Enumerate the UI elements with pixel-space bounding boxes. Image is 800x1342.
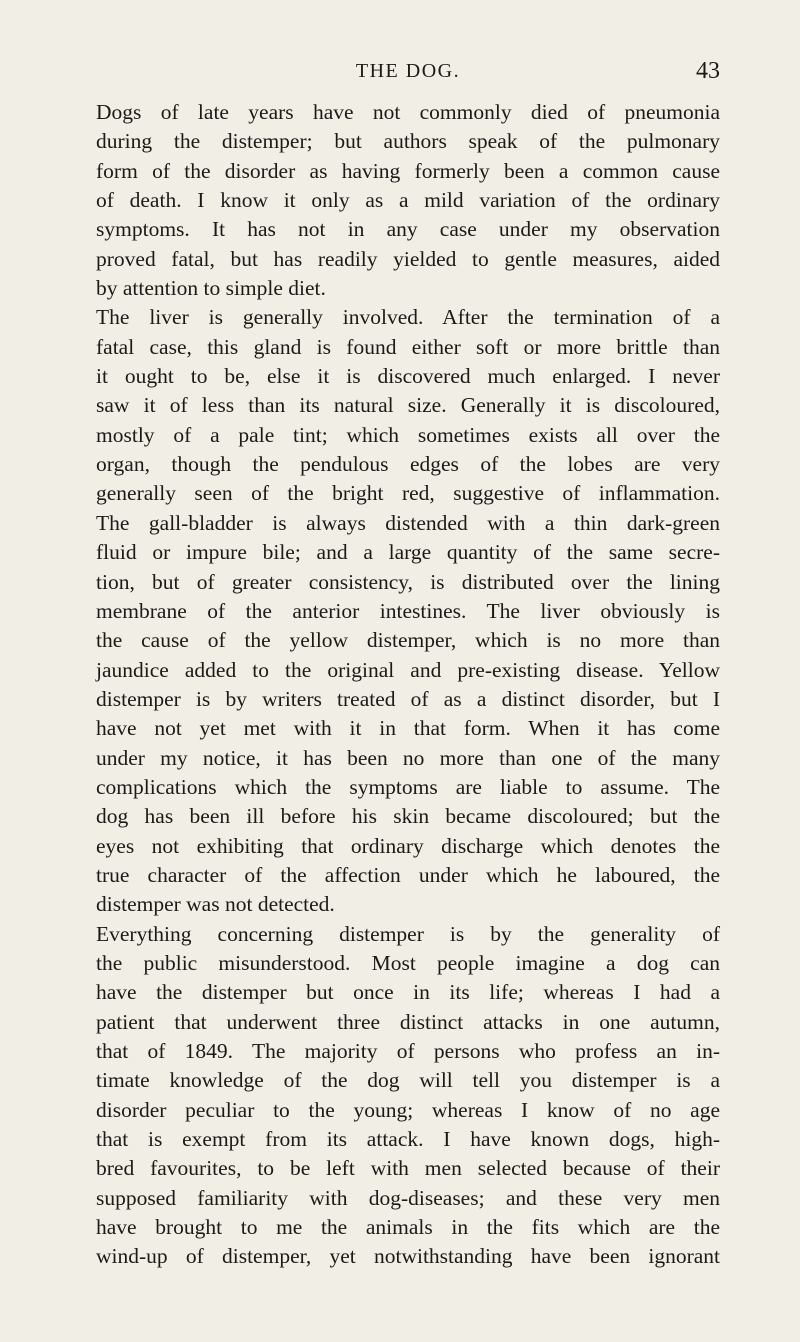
text-line: of death. I know it only as a mild variation of the ordinary [96,188,720,213]
body-text [96,98,720,1272]
text-line: during the distemper; but authors speak of the pulmonary [96,129,720,154]
text-line: fluid or impure bile; and a large quantity of the same secre- [96,540,720,565]
text-line: proved fatal, but has readily yielded to gentle measures, aided [96,246,720,271]
text-line: that is exempt from its attack. I have known dogs, high- [96,1127,720,1152]
text-line: saw it of less than its natural size. Generally it is discoloured, [96,393,720,418]
text-line: mostly of a pale tint; which sometimes exists all over the [96,422,720,447]
text-line: eyes not exhibiting that ordinary discharge which denotes the [96,833,720,858]
text-line: have brought to me the animals in the fits which are the [96,1215,720,1240]
text-line: generally seen of the bright red, suggestive of inflammation. [96,481,720,506]
text-line: distemper was not detected. [96,892,335,917]
text-line: dog has been ill before his skin became discoloured; but the [96,804,720,829]
text-line: under my notice, it has been no more than one of the many [96,745,720,770]
text-line: complications which the symptoms are liable to assume. The [96,774,720,799]
text-line: have the distemper but once in its life; whereas I had a [96,980,720,1005]
text-line: Everything concerning distemper is by the generality of [96,921,720,946]
text-line: jaundice added to the original and pre-existing disease. Yellow [96,657,720,682]
text-line: membrane of the anterior intestines. The liver obviously is [96,598,720,623]
text-line: wind-up of distemper, yet notwithstanding have been ignorant [96,1244,720,1269]
text-line: disorder peculiar to the young; whereas I know of no age [96,1097,720,1122]
text-line: distemper is by writers treated of as a distinct disorder, but I [96,686,720,711]
text-line: form of the disorder as having formerly been a common cause [96,158,720,183]
page-number: 43 [696,58,720,84]
text-line: supposed familiarity with dog-diseases; and these very men [96,1185,720,1210]
text-line: true character of the affection under which he laboured, the [96,862,720,887]
page-header [96,58,720,88]
text-line: have not yet met with it in that form. When it has come [96,716,720,741]
running-title: THE DOG. [355,60,461,82]
text-line: bred favourites, to be left with men selected because of their [96,1156,720,1181]
text-line: that of 1849. The majority of persons who profess an in- [96,1039,720,1063]
text-line: The liver is generally involved. After the termination of a [96,305,720,330]
text-line: tion, but of greater consistency, is distributed over the lining [96,569,720,594]
text-line: symptoms. It has not in any case under my observation [96,217,720,242]
text-line: it ought to be, else it is discovered much enlarged. I never [96,364,720,389]
text-line: timate knowledge of the dog will tell you distemper is a [96,1068,720,1093]
text-line: the public misunderstood. Most people imagine a dog can [96,950,720,975]
text-line: The gall-bladder is always distended with a thin dark-green [96,510,720,535]
text-line: the cause of the yellow distemper, which is no more than [96,628,720,653]
text-line: fatal case, this gland is found either soft or more brittle than [96,334,720,359]
text-line: patient that underwent three distinct attacks in one autumn, [96,1009,720,1034]
text-line: organ, though the pendulous edges of the lobes are very [96,452,720,477]
text-line: by attention to simple diet. [96,276,326,301]
text-line: Dogs of late years have not commonly died of pneumonia [96,100,720,124]
